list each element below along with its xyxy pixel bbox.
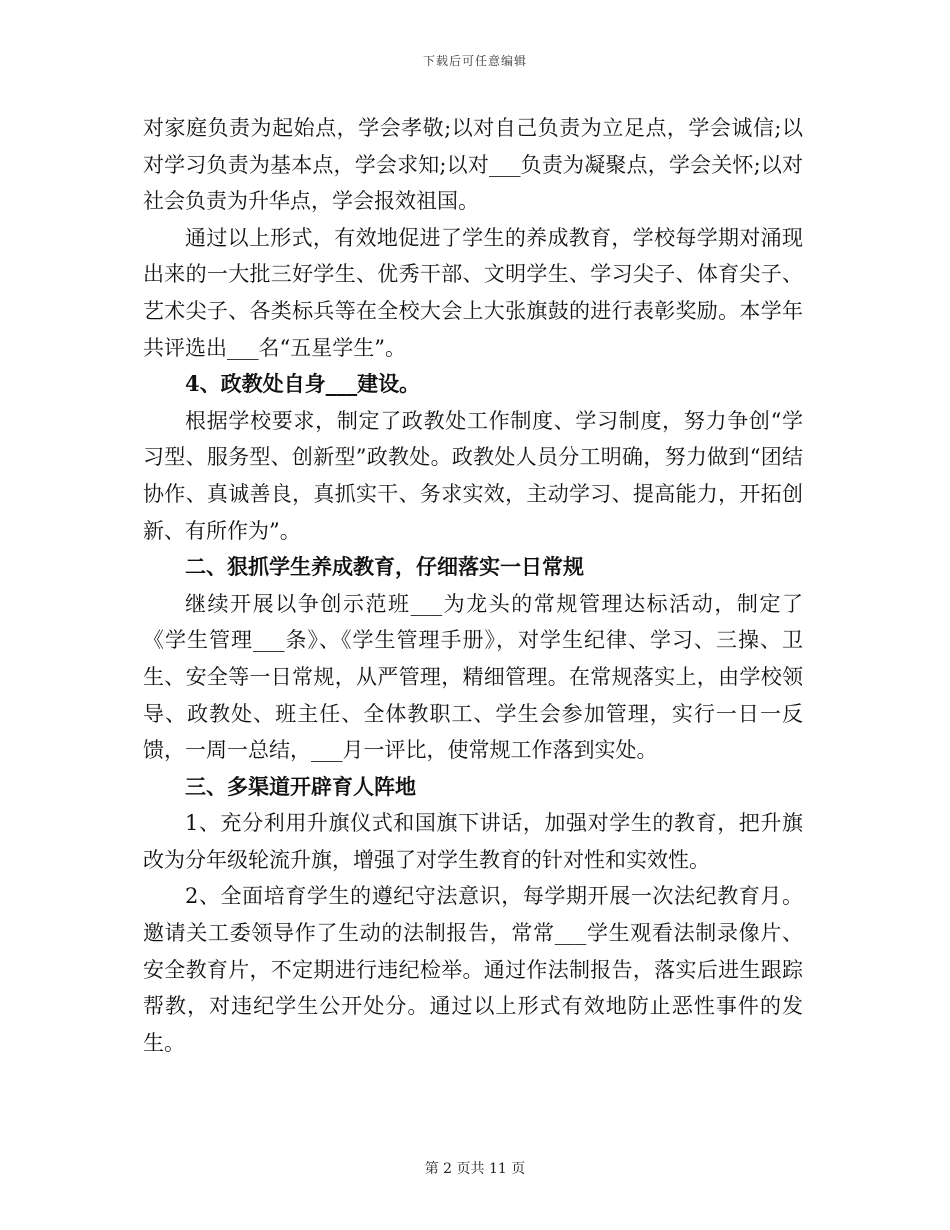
heading-office-construction: 4、政教处自身___建设。 — [185, 371, 421, 397]
paragraph-law-education: 2、全面培育学生的遵纪守法意识，每学期开展一次法纪教育月。邀请关工委领导作了生动的法制报告，常常___学生观看法制录像片、安全教育片，不定期进行违纪检举。通过作法制报告，落实后进生跟踪帮教，对违纪学生公开处分。通过以上形式有效地防止恶性事件的发生。 — [143, 884, 803, 1055]
paragraph-routine-management: 继续开展以争创示范班___为龙头的常规管理达标活动，制定了《学生管理___条》、《学生管理手册》，对学生纪律、学习、三操、卫生、安全等一日常规，从严管理，精细管理。在常规落实上，由学校领导、政教处、班主任、全体教职工、学生会参加管理，实行一日一反馈，一周一总结，___月一评比，使常规工作落到实处。 — [143, 591, 803, 763]
page-header: 下载后可任意编辑 — [422, 54, 527, 68]
paragraph-responsibility: 对家庭负责为起始点，学会孝敬;以对自己负责为立足点，学会诚信;以对学习负责为基本点，学会求知;以对___负责为凝聚点，学会关怀;以对社会负责为升华点，学会报效祖国。 — [143, 116, 803, 214]
page-number-footer: 第 2 页共 11 页 — [424, 1161, 526, 1177]
heading-education-channels: 三、多渠道开辟育人阵地 — [185, 773, 416, 799]
paragraph-office-rules: 根据学校要求，制定了政教处工作制度、学习制度，努力争创“学习型、服务型、创新型”政教处。政教处人员分工明确，努力做到“团结协作、真诚善良，真抓实干、务求实效，主动学习、提高能力，开拓创新、有所作为”。 — [143, 408, 803, 543]
heading-habit-education: 二、狠抓学生养成教育，仔细落实一日常规 — [185, 554, 584, 580]
paragraph-flag-ceremony: 1、充分利用升旗仪式和国旗下讲话，加强对学生的教育，把升旗改为分年级轮流升旗，增强了对学生教育的针对性和实效性。 — [143, 811, 803, 872]
document-body — [143, 110, 803, 1061]
paragraph-commendation: 通过以上形式，有效地促进了学生的养成教育，学校每学期对涌现出来的一大批三好学生、优秀干部、文明学生、学习尖子、体育尖子、艺术尖子、各类标兵等在全校大会上大张旗鼓的进行表彰奖励。本学年共评选出___名“五星学生”。 — [143, 225, 803, 360]
